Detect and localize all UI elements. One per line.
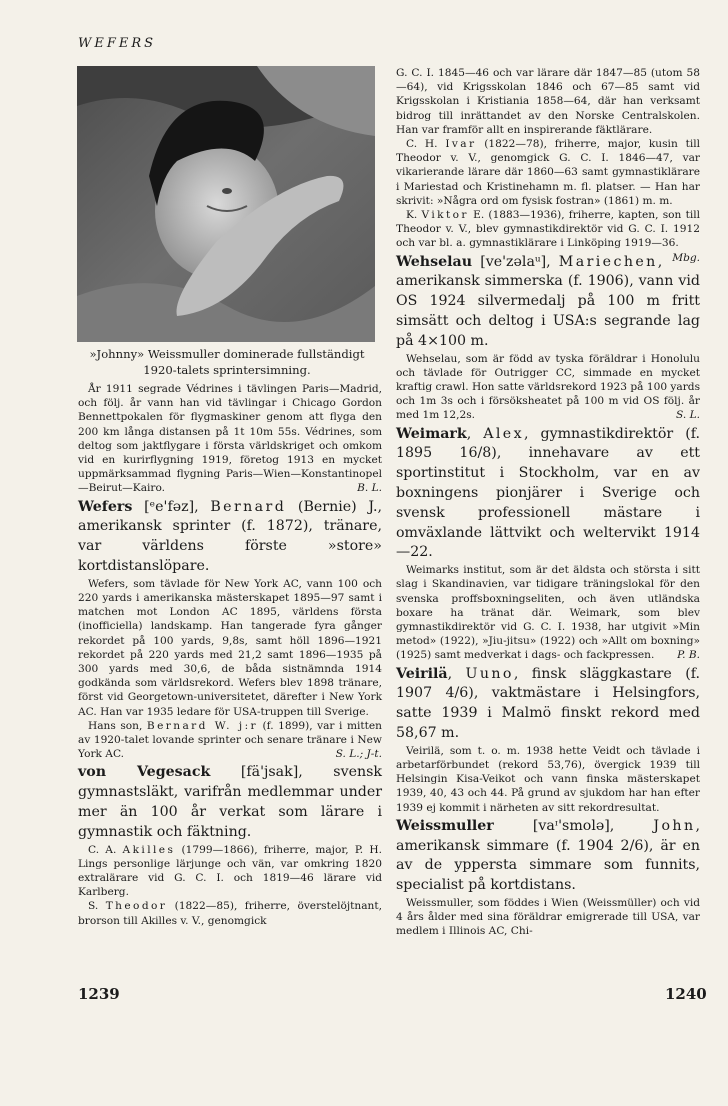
signature: S. L.; J-t.: [335, 748, 382, 761]
right-column: [396, 66, 700, 939]
ivar-paragraph: [396, 137, 700, 208]
entry-vegesack: [78, 763, 382, 842]
wefers-son-paragraph: [78, 719, 382, 762]
left-column: [78, 382, 382, 928]
running-header: WEFERS: [78, 36, 157, 51]
theodor-paragraph: [78, 899, 382, 927]
given-name: Uuno: [465, 665, 514, 682]
photo-caption: »Johnny» Weissmuller dominerade fullständigt 1920-talets sprintersimning.: [89, 347, 365, 377]
entry-headword: Veirilä: [396, 665, 448, 682]
given-name: Theodor: [105, 900, 168, 913]
page-number-left: 1239: [78, 985, 120, 1003]
given-name: Viktor: [421, 209, 469, 222]
pronunciation: [vaᶦ'smolə],: [493, 817, 654, 834]
paragraph-text: S.: [88, 900, 106, 913]
entry-wefers: [78, 498, 382, 577]
given-name: John: [653, 817, 696, 834]
signature: P. B.: [677, 649, 700, 662]
given-name: Ivar: [445, 138, 477, 151]
wehselau-paragraph: [396, 352, 700, 423]
paragraph-text: K.: [406, 209, 422, 222]
entry-text: , amerikansk simmerska (f. 1906), vann vid OS 1924 silvermedalj på 100 m fritt simsätt och deltog i USA:s segrande lag på 4×100 m.: [396, 253, 700, 349]
entry-headword: Weissmuller: [396, 817, 494, 834]
paragraph-text: C. A.: [88, 843, 123, 856]
swimmer-photo: [77, 66, 375, 342]
pronunciation: [ve'zəlaᵘ],: [472, 253, 559, 270]
entry-text: , amerikansk simmare (f. 1904 2/6), är en av de yppersta simmare som funnits, specialist på kortdistans.: [396, 817, 700, 894]
entry-text: [fä'jsak], svensk gymnastsläkt, varifrån medlemmar under mer än 100 år verkat som lärare i gymnastik och fäktning.: [78, 764, 382, 840]
entry-headword: Weimark: [396, 425, 467, 442]
given-name: Mariechen: [558, 253, 658, 270]
page-number-right: 1240: [665, 985, 707, 1003]
vedrines-paragraph: [78, 382, 382, 496]
entry-veirila: Veirilä, Uuno, finsk släggkastare (f. 1907 4/6), vaktmästare i Helsingfors, satte 1939 i Malmö finskt rekord med 58,67 m.: [396, 665, 700, 742]
paragraph-text: (f. 1899), var i mitten av 1920-talet lovande sprinter och senare tränare i New York AC.: [78, 719, 383, 761]
veirila-paragraph: Veirilä, som t. o. m. 1938 hette Veidt och tävlade i arbetarförbundet (rekord 53,76), övergick 1939 till Helsingin Kisa-Veikot och vann finska mästerskapet 1939, 40, 43 och 44. På grund av sjukdom har han efter 1939 ej kommit i närheten av sitt rekordresultat.: [396, 744, 700, 814]
weissmuller-paragraph: Weissmuller, som föddes i Wien (Weissmüller) och vid 4 års ålder med sina föräldrar emigrerade till USA, var medlem i Illinois AC, Chi-: [396, 897, 700, 938]
weimark-paragraph: [396, 563, 700, 662]
given-name: Bernard W. j:r: [146, 719, 259, 732]
wefers-paragraph: Wefers, som tävlade för New York AC, vann 100 och 220 yards i amerikanska mästerskapet 1895—97 samt i matchen mot London AC 1895, världens första (inofficiella) landskamp. Han tangerade fyra gånger rekordet på 100 yards, 9,8s, samt höll 1896—1921 rekordet på 220 yards med 21,2 samt 1896—1935 på 300 yards med 30,6, de båda sistnämnda 1914 godkända som världsrekord. Wefers blev 1898 tränare, först vid Georgetown-universitetet, därefter i New York AC. Han var 1935 ledare för USA-truppen till Sverige.: [78, 577, 382, 718]
given-name: Bernard: [210, 498, 287, 515]
entry-text: , gymnastikdirektör (f. 1895 16/8), innehavare av ett sportinstitut i Stockholm, var en av boxningens pionjärer i Sverige och svensk professionell mästare i omväxlande lättvikt och weltervikt 1914—22.: [396, 425, 700, 561]
paragraph-text: Wehselau, som är född av tyska föräldrar i Honolulu och tävlade för Outrigger CC, simmade en mycket kraftig crawl. Hon satte världsrekord 1923 på 100 yards och 1m 3s och i försöksheatet på 100 m vid OS följ. år med 1m 12,2s.: [396, 352, 701, 422]
paragraph-text: Weimarks institut, som är det äldsta och största i sitt slag i Skandinavien, var tidigare träningslokal för den svenska proffsboxningseliten, och även utländska boxare ha tränat där. Weimark, som blev gymnastikdirektör vid G. C. I. 1938, har utgivit »Min metod» (1922), »Jiu-jitsu» (1922) och »Allt om boxning» (1925) samt medverkat i dags- och fackpressen.: [396, 564, 700, 662]
paragraph-text: (1822—85), friherre, överstelöjtnant, brorson till Akilles v. V., genomgick: [78, 900, 382, 927]
given-name: Alex: [483, 425, 524, 442]
paragraph-text: Hans son,: [88, 719, 147, 732]
pronunciation: [ᵉe'fəz],: [132, 498, 211, 515]
akilles-paragraph: [78, 843, 382, 900]
entry-text: (Bernie) J., amerikansk sprinter (f. 1872), tränare, var världens förste »store» kortdistanslöpare.: [78, 498, 383, 575]
entry-headword: Wefers: [78, 498, 133, 515]
signature: B. L.: [357, 482, 382, 495]
paragraph-text: (1822—78), friherre, major, kusin till Theodor v. V., genomgick G. C. I. 1846—47, var vikarierande lärare där 1860—63 samt gymnastiklärare i Mariestad och Kristinehamn m. fl. platser. — Han har skrivit: »Några ord om fysisk fostran» (1861) m. m.: [396, 138, 700, 207]
entry-text: , finsk släggkastare (f. 1907 4/6), vaktmästare i Helsingfors, satte 1939 i Malmö finskt rekord med 58,67 m.: [396, 665, 700, 742]
entry-weissmuller: [396, 817, 700, 896]
vedrines-text: År 1911 segrade Védrines i tävlingen Paris—Madrid, och följ. år vann han vid tävlingar i Chicago Gordon Bennettpokalen för flygmaskiner genom att flyga den 200 km långa distansen på 1t 10m 55s. Védrines, som deltog som jaktflygare i första världskriget och omkom vid en kurirflygning 1919, företog 1913 en mycket uppmärksammad flygning Paris—Wien—Konstantinopel—Beirut—Kairo.: [78, 383, 382, 495]
signature: S. L.: [675, 409, 700, 422]
entry-headword: von Vegesack: [78, 764, 211, 781]
signature: Mbg.: [672, 251, 700, 264]
entry-weimark: Weimark, Alex, gymnastikdirektör (f. 1895 16/8), innehavare av ett sportinstitut i Stockholm, var en av boxningens pionjärer i Sverige och svensk professionell mästare i omväxlande lättvikt och weltervikt 1914—22.: [396, 425, 700, 561]
paragraph-text: E. (1883—1936), friherre, kapten, son till Theodor v. V., blev gymnastikdirektör vid G. C. I. 1912 och var bl. a. gymnastiklärare i Linköping 1919—36.: [396, 209, 700, 250]
paragraph-text: (1799—1866), friherre, major, P. H. Lings personlige lärjunge och vän, var omkring 1820 extralärare vid G. C. I. och 1819—46 lärare vid Karlberg.: [78, 843, 382, 899]
theodor-continued: G. C. I. 1845—46 och var lärare där 1847—85 (utom 58—64), vid Krigsskolan 1846 och 67—85 samt vid Krigsskolan i Kristiania 1858—64, där han verksamt bidrog till inrättandet av den Norske Centralskolen. Han var framför allt en inspirerande fäktlärare.: [396, 67, 700, 136]
entry-headword: Wehselau: [396, 253, 473, 270]
given-name: Akilles: [122, 843, 176, 856]
entry-wehselau: [396, 253, 700, 352]
paragraph-text: C. H.: [406, 138, 446, 151]
